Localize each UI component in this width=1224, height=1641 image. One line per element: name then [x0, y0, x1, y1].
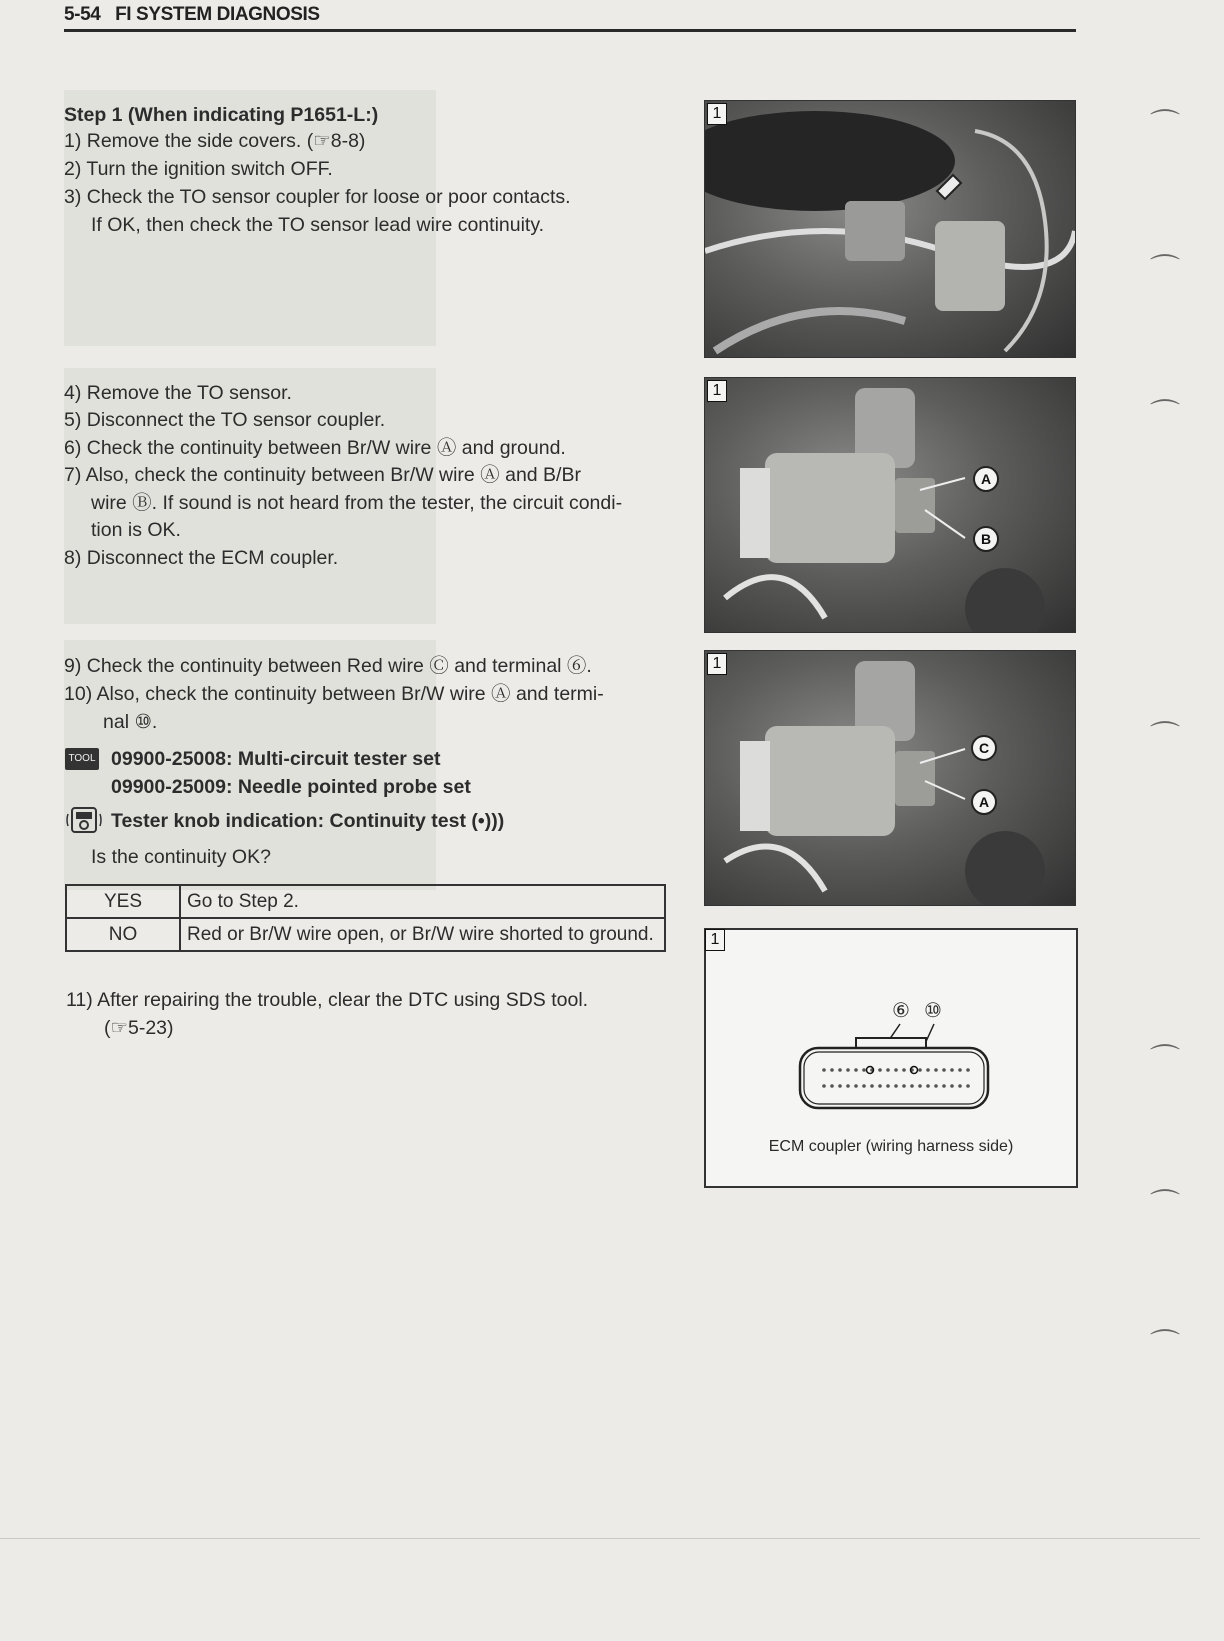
edge-mark: ⌒: [1150, 1044, 1180, 1077]
instruction-7-cont2: tion is OK.: [91, 519, 181, 541]
photo-drawing: [705, 101, 1075, 357]
result-value: Go to Step 2.: [180, 885, 665, 918]
figure-label: 1: [707, 653, 727, 675]
result-table: [65, 884, 666, 952]
pin-6-label: ⑥: [892, 1000, 910, 1022]
edge-mark: ⌒: [1150, 254, 1180, 287]
instruction-3-cont: If OK, then check the TO sensor lead wire continuity.: [91, 214, 545, 236]
callout-c: C: [971, 735, 997, 761]
edge-mark: ⌒: [1150, 721, 1180, 754]
instruction-7-cont: wire Ⓑ. If sound is not heard from the tester, the circuit condi-: [91, 492, 623, 514]
pin-10-label: ⑩: [924, 1000, 942, 1022]
instruction-7: 7) Also, check the continuity between Br/W wire Ⓐ and B/Br: [64, 464, 581, 486]
question: Is the continuity OK?: [91, 846, 271, 868]
instruction-1: 1) Remove the side covers. (☞8-8): [64, 130, 366, 152]
edge-mark: ⌒: [1150, 1189, 1180, 1222]
figure-label: 1: [705, 929, 725, 951]
instruction-11: 11) After repairing the trouble, clear the DTC using SDS tool.: [66, 989, 589, 1011]
instruction-10-cont: nal ⑩.: [103, 711, 158, 733]
instruction-11-ref: (☞5-23): [104, 1017, 174, 1039]
edge-mark: ⌒: [1150, 399, 1180, 432]
instruction-8: 8) Disconnect the ECM coupler.: [64, 547, 339, 569]
instruction-4: 4) Remove the TO sensor.: [64, 382, 292, 404]
result-key: YES: [66, 885, 180, 918]
figure-label: 1: [707, 380, 727, 402]
header-rule: [64, 29, 1076, 32]
section-title: FI SYSTEM DIAGNOSIS: [115, 4, 320, 25]
callout-a: A: [973, 466, 999, 492]
callout-b: B: [973, 526, 999, 552]
photo-side-cover-area: [704, 100, 1076, 358]
instruction-3: 3) Check the TO sensor coupler for loose or poor contacts.: [64, 186, 571, 208]
edge-mark: ⌒: [1150, 1329, 1180, 1362]
page-number: 5-54: [64, 4, 101, 25]
table-row: [66, 918, 665, 951]
tester-icon: [66, 806, 102, 834]
instruction-10: 10) Also, check the continuity between Br/W wire Ⓐ and termi-: [64, 683, 604, 705]
ecm-coupler-drawing: [706, 930, 1076, 1130]
instruction-6: 6) Check the continuity between Br/W wire Ⓐ and ground.: [64, 437, 566, 459]
callout-a: A: [971, 789, 997, 815]
figure-label: 1: [707, 103, 727, 125]
photo-to-sensor-coupler: [704, 377, 1076, 633]
instruction-2: 2) Turn the ignition switch OFF.: [64, 158, 333, 180]
photo-drawing: [705, 651, 1075, 905]
instruction-9: 9) Check the continuity between Red wire Ⓒ and terminal ⑥.: [64, 655, 592, 677]
tester-indication: Tester knob indication: Continuity test (•))): [111, 810, 505, 832]
tool-icon: TOOL: [65, 748, 99, 770]
photo-drawing: [705, 378, 1075, 632]
tool-line-2: 09900-25009: Needle pointed probe set: [111, 776, 471, 798]
photo-to-sensor-coupler-2: [704, 650, 1076, 906]
edge-mark: ⌒: [1150, 109, 1180, 142]
ecm-coupler-figure: [704, 928, 1078, 1188]
tool-line-1: 09900-25008: Multi-circuit tester set: [111, 748, 441, 770]
step-title: Step 1 (When indicating P1651-L:): [64, 104, 379, 126]
result-key: NO: [66, 918, 180, 951]
result-value: Red or Br/W wire open, or Br/W wire shorted to ground.: [180, 918, 665, 951]
ecm-caption: ECM coupler (wiring harness side): [768, 1138, 1014, 1155]
page-header: [64, 4, 320, 26]
page-fold-line: [0, 1538, 1200, 1539]
instruction-5: 5) Disconnect the TO sensor coupler.: [64, 409, 386, 431]
table-row: [66, 885, 665, 918]
